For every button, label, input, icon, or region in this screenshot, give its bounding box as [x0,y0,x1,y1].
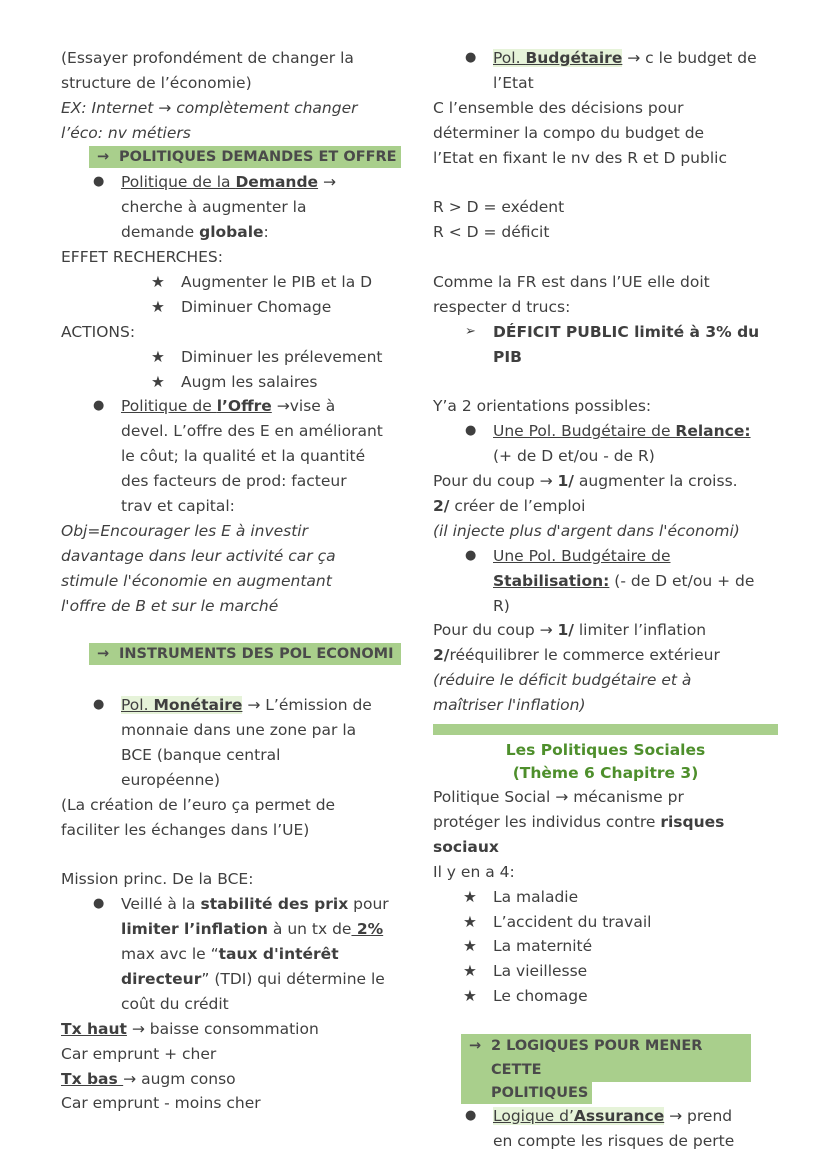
list-item: ★ Augmenter le PIB et la D [61,270,401,295]
section-header-politiques: → POLITIQUES DEMANDES ET OFFRE [89,146,401,168]
section-divider [433,724,778,735]
right-arrow-icon: → [97,646,110,663]
list-item: ★ Augm les salaires [61,370,401,395]
list-item: ● Politique de la Demande → [61,170,401,195]
bullet-icon: ● [93,398,105,414]
list-item: ● Pol. Budgétaire → c le budget de [433,46,778,71]
list-item: ★ Diminuer les prélevement [61,345,401,370]
list-item: ★ Le chomage [433,984,778,1009]
list-item: ● Une Pol. Budgétaire de Relance: [433,419,778,444]
list-item: ● Veillé à la stabilité des prix pour [61,892,401,917]
list-item: ★ La maladie [433,885,778,910]
text-line: EX: Internet → complètement changer [61,98,358,117]
bullet-icon: ● [465,50,477,65]
list-item: ● Pol. Monétaire → L’émission de [61,693,401,718]
star-icon: ★ [151,273,165,292]
section-header-logiques: → 2 LOGIQUES POUR MENER CETTE [461,1034,751,1082]
section-title: Les Politiques Sociales [505,741,706,760]
star-icon: ★ [463,962,477,981]
label-actions: ACTIONS: [61,322,136,341]
label-effets: EFFET RECHERCHES: [61,248,223,267]
star-icon: ★ [463,987,477,1006]
right-arrow-icon: → [469,1037,482,1054]
list-item: ● Logique d’Assurance → prend [433,1104,778,1129]
label-mission: Mission princ. De la BCE: [61,870,254,889]
objective-line: l'offre de B et sur le marché [61,596,279,615]
section-subtitle: (Thème 6 Chapitre 3) [512,764,699,783]
list-item: ★ L’accident du travail [433,910,778,935]
bullet-icon: ● [93,174,105,190]
right-column: ● Pol. Budgétaire → c le budget de l’Etat C l’ensemble des décisions pour déterminer la compo du budget de l’Etat en fixant le nv des R et D public R > D = exédent R < D = déficit Comme la FR est dans l’UE elle doit respecter d trucs: ➢ DÉFICIT PUBLIC limité à 3% du PIB Y’a 2 orientations possibles: ● Une Pol. Budgétaire de Relance: (+ de D et/ou - de R) Pour du coup → 1/ augmenter la croiss. 2/ créer de l’emploi (il injecte plus d'argent dans l'économi) ● Une Pol. Budgétaire de Stabilisation: (- de D et/ou + de R) Pour du coup → 1/ limiter l’inflation 2/rééquilibrer le commerce extérieur (réduire le déficit budgétaire et à maîtriser l'inflation) Les Politiques Sociales (Thème 6 Chapitre 3) Politique Social → mécanisme pr protéger les individus contre risques sociaux Il y en a 4: ★ La maladie ★ L’accident du travail ★ La maternité ★ La vieillesse ★ Le chomage → 2 LOGIQUES POUR MENER CETTE POLITIQUES ● Logique d’Assurance → prend en compte les risques de perte [433,46,778,1154]
text-line: l’éco: nv métiers [61,123,191,142]
bullet-icon: ● [465,547,477,563]
star-icon: ★ [151,297,165,316]
objective-line: stimule l'économie en augmentant [61,571,332,590]
objective-line: Obj=Encourager les E à investir [61,521,308,540]
text-line: (Essayer profondément de changer la [61,49,354,67]
star-icon: ★ [151,372,165,391]
list-item: ★ La vieillesse [433,959,778,984]
bullet-icon: ● [465,1107,477,1123]
section-header-instruments: → INSTRUMENTS DES POL ECONOMI [89,643,401,665]
list-item: ★ Diminuer Chomage [61,295,401,320]
star-icon: ★ [463,912,477,931]
bullet-icon: ● [465,423,477,439]
list-item: ★ La maternité [433,934,778,959]
star-icon: ★ [151,347,165,366]
list-item: ● Une Pol. Budgétaire de [433,544,778,569]
text-line: structure de l’économie) [61,73,252,92]
star-icon: ★ [463,887,477,906]
arrowhead-icon: ➢ [465,323,476,339]
list-item: ● Politique de l’Offre →vise à [61,394,401,419]
list-item: ➢ DÉFICIT PUBLIC limité à 3% du [433,320,778,345]
star-icon: ★ [463,937,477,956]
bullet-icon: ● [93,896,105,912]
bullet-icon: ● [93,697,105,713]
left-column: (Essayer profondément de changer la structure de l’économie) EX: Internet → complètement changer l’éco: nv métiers → POLITIQUES DEMANDES ET OFFRE ● Politique de la Demande → cherche à augmenter la demande globale: EFFET RECHERCHES: ★ Augmenter le PIB et la D ★ Diminuer Chomage ACTIONS: ★ Diminuer les prélevement ★ Augm les salaires ● Politique de l’Offre →vise à devel. L’offre des E en améliorant le côut; la qualité et la quantité des facteurs de prod: facteur trav et capital: Obj=Encourager les E à investir davantage dans leur activité car ça stimule l'économie en augmentant l'offre de B et sur le marché → INSTRUMENTS DES POL ECONOMI ● Pol. Monétaire → L’émission de monnaie dans une zone par la BCE (banque central européenne) (La création de l’euro ça permet de faciliter les échanges dans l’UE) Mission princ. De la BCE: ● Veillé à la stabilité des prix pour limiter l’inflation à un tx de 2% max avc le “taux d'intérêt directeur” (TDI) qui détermine le coût du crédit Tx haut → baisse consommation Car emprunt + cher Tx bas → augm conso Car emprunt - moins cher [61,46,401,1116]
objective-line: davantage dans leur activité car ça [61,546,336,565]
right-arrow-icon: → [97,148,110,165]
